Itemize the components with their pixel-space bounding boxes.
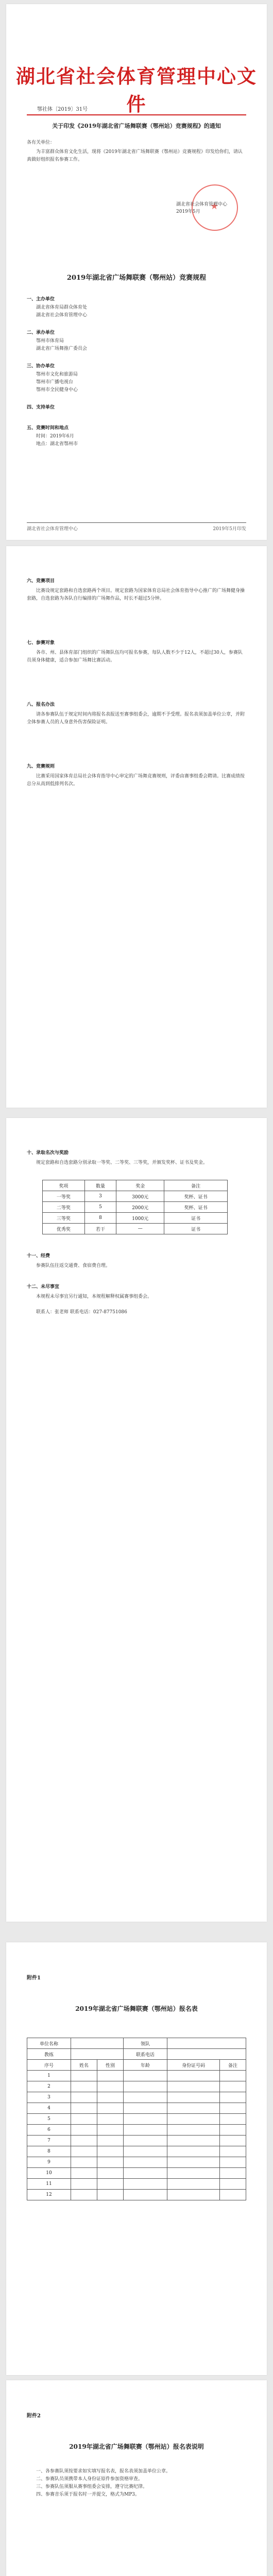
table-cell (123, 2157, 167, 2168)
instruction-item: 四、参赛音乐须于报名时一并提交，格式为MP3。 (36, 2492, 140, 2497)
table-cell (71, 2168, 97, 2179)
table-row (27, 2179, 246, 2190)
table-cell: 6 (27, 2125, 71, 2136)
table-cell: 10 (27, 2168, 71, 2179)
table-cell (97, 2146, 123, 2157)
table-row (27, 2092, 246, 2103)
table-cell (219, 2103, 246, 2114)
page-footer (27, 522, 246, 532)
table-cell (219, 2146, 246, 2157)
participants-paragraph: 各市、州、县体育部门组织的广场舞队伍均可报名参赛，每队人数不少于12人，不超过30人，参赛队员须身体健康，适合参加广场舞比赛活动。 (27, 650, 243, 663)
table-row (27, 2103, 246, 2114)
list-item: 鄂州市全民健身中心 (36, 387, 78, 393)
table-row (27, 2125, 246, 2136)
table-cell (219, 2071, 246, 2081)
awards-paragraph: 规定套路和自选套路分别录取一等奖、二等奖、三等奖，并颁发奖杯、证书及奖金。 (36, 1160, 208, 1165)
table-cell (167, 2049, 246, 2060)
table-cell: 联系电话 (123, 2049, 167, 2060)
table-row (27, 2049, 246, 2060)
instruction-item: 二、参赛队员须携带本人身份证原件参加资格审查。 (36, 2477, 143, 2482)
heading-support: 四、支持单位 (27, 405, 55, 410)
table-cell: 9 (27, 2157, 71, 2168)
list-item: 时间：2019年6月 (36, 434, 74, 439)
table-row (43, 1191, 228, 1202)
table-header: 性别 (97, 2060, 123, 2071)
table-cell (123, 2114, 167, 2125)
table-cell (167, 2190, 219, 2200)
heading-rules: 九、竞赛规则 (27, 764, 55, 769)
heading-events: 六、竞赛项目 (27, 579, 55, 584)
doc-number: 鄂社体〔2019〕31号 (37, 107, 88, 112)
organizer-list (36, 304, 246, 319)
table-cell (167, 2157, 219, 2168)
table-cell (167, 2081, 219, 2092)
table-header: 奖金 (116, 1180, 164, 1191)
table-cell: — (116, 1224, 164, 1234)
table-cell: 领队 (123, 2038, 167, 2049)
table-cell (167, 2038, 246, 2049)
heading-organizer: 一、主办单位 (27, 297, 55, 302)
table-cell (71, 2049, 123, 2060)
table-cell (71, 2081, 97, 2092)
table-cell: 3 (27, 2092, 71, 2103)
table-cell: 二等奖 (43, 1202, 85, 1213)
contact-line: 联系人：张老师 联系电话：027-87751086 (36, 1310, 127, 1315)
other-paragraph: 本规程未尽事宜另行通知，本规程解释权属赛事组委会。 (36, 1294, 152, 1299)
rules-title: 2019年湖北省广场舞联赛（鄂州站）竞赛规程 (66, 274, 207, 282)
table-cell (167, 2114, 219, 2125)
table-cell (71, 2125, 97, 2136)
document-page-5 (6, 2380, 267, 2576)
table-cell (219, 2179, 246, 2190)
table-cell (167, 2092, 219, 2103)
table-row (27, 2146, 246, 2157)
heading-participants: 七、参赛对象 (27, 640, 55, 646)
table-header: 身份证号码 (167, 2060, 219, 2071)
footer-org: 湖北省社会体育管理中心 (27, 527, 78, 532)
form-title: 2019年湖北省广场舞联赛（鄂州站）报名表 (75, 2005, 198, 2012)
table-cell: 8 (84, 1213, 116, 1224)
heading-time-place: 五、竞赛时间和地点 (27, 426, 69, 431)
table-cell (219, 2136, 246, 2146)
table-cell: 单位名称 (27, 2038, 71, 2049)
table-row (43, 1224, 228, 1234)
table-cell (167, 2146, 219, 2157)
prize-table (42, 1180, 228, 1234)
table-header: 序号 (27, 2060, 71, 2071)
table-cell (167, 2125, 219, 2136)
table-header: 备注 (219, 2060, 246, 2071)
funds-paragraph: 参赛队伍往返交通费、食宿费自理。 (36, 1263, 111, 1268)
table-cell (97, 2136, 123, 2146)
registration-form-table (27, 2038, 246, 2200)
table-cell (71, 2103, 97, 2114)
table-cell (219, 2157, 246, 2168)
table-cell (97, 2179, 123, 2190)
table-cell: 3 (84, 1191, 116, 1202)
table-cell (219, 2190, 246, 2200)
org-title: 湖北省社会体育管理中心文件 (16, 65, 257, 115)
table-row (27, 2071, 246, 2081)
table-cell (123, 2168, 167, 2179)
table-cell (71, 2071, 97, 2081)
registration-paragraph: 请各参赛队伍于规定时间内将报名表报送至赛事组委会，逾期不予受理。报名表须加盖单位公章，并附全体参赛人员的人身意外伤害保险证明。 (27, 712, 245, 725)
table-cell: 若干 (84, 1224, 116, 1234)
table-cell: 1 (27, 2071, 71, 2081)
table-cell (123, 2146, 167, 2157)
table-cell (167, 2179, 219, 2190)
table-row (27, 2157, 246, 2168)
instruction-item: 三、参赛队伍须服从赛事组委会安排，遵守比赛纪律。 (36, 2484, 148, 2489)
table-row (43, 1202, 228, 1213)
table-row (27, 2136, 246, 2146)
red-divider (27, 114, 246, 115)
table-cell: 证书 (164, 1213, 228, 1224)
instruction-list (27, 2468, 246, 2499)
host-list (36, 337, 246, 353)
list-item: 鄂州市体育局 (36, 338, 64, 344)
time-place-list (36, 433, 246, 448)
table-cell (123, 2136, 167, 2146)
table-cell (123, 2190, 167, 2200)
table-cell: 3000元 (116, 1191, 164, 1202)
form-title: 2019年湖北省广场舞联赛（鄂州站）报名表说明 (69, 2443, 204, 2450)
table-cell (71, 2146, 97, 2157)
instruction-item: 一、各参赛队须按要求如实填写报名表，报名表须加盖单位公章。 (36, 2469, 171, 2474)
table-header: 数量 (84, 1180, 116, 1191)
table-cell: 5 (84, 1202, 116, 1213)
sign-date: 2019年5月 (176, 209, 200, 214)
rules-paragraph: 比赛采用国家体育总局社会体育指导中心审定的广场舞竞赛规则，评委由赛事组委会聘请。比赛成绩按总分从高到低排列名次。 (27, 774, 245, 787)
table-cell: 2 (27, 2081, 71, 2092)
table-cell (219, 2168, 246, 2179)
table-cell (123, 2071, 167, 2081)
table-cell: 优秀奖 (43, 1224, 85, 1234)
table-cell: 奖杯、证书 (164, 1191, 228, 1202)
notice-title: 关于印发《2019年湖北省广场舞联赛（鄂州站）竞赛规程》的通知 (52, 123, 221, 129)
table-cell (97, 2081, 123, 2092)
table-cell: 三等奖 (43, 1213, 85, 1224)
table-cell: 证书 (164, 1224, 228, 1234)
table-cell (123, 2092, 167, 2103)
table-cell (71, 2157, 97, 2168)
heading-funds: 十一、经费 (27, 1253, 50, 1259)
table-cell (167, 2168, 219, 2179)
table-header: 姓名 (71, 2060, 97, 2071)
table-cell (219, 2081, 246, 2092)
heading-cohost: 三、协办单位 (27, 364, 55, 369)
table-cell (167, 2071, 219, 2081)
list-item: 湖北省社会体育管理中心 (36, 313, 88, 318)
document-page-1 (6, 4, 267, 540)
table-cell (71, 2114, 97, 2125)
sign-block (176, 201, 227, 215)
form-body (27, 2071, 246, 2200)
attachment-label: 附件2 (27, 2413, 41, 2419)
table-cell (219, 2125, 246, 2136)
cohost-list (36, 371, 246, 394)
table-cell: 教练 (27, 2049, 71, 2060)
table-cell: 12 (27, 2190, 71, 2200)
table-header: 年龄 (123, 2060, 167, 2071)
attachment-label: 附件1 (27, 1975, 41, 1981)
document-page-2 (6, 546, 267, 1108)
heading-other: 十二、未尽事宜 (27, 1284, 60, 1290)
table-cell (219, 2092, 246, 2103)
table-cell (123, 2103, 167, 2114)
table-cell: 2000元 (116, 1202, 164, 1213)
table-cell (167, 2136, 219, 2146)
table-row (27, 2190, 246, 2200)
heading-registration: 八、报名办法 (27, 702, 55, 707)
table-row (27, 2168, 246, 2179)
table-header-row (43, 1180, 228, 1191)
salutation: 各有关单位： (27, 140, 55, 145)
table-cell: 4 (27, 2103, 71, 2114)
table-cell: 8 (27, 2146, 71, 2157)
table-cell: 7 (27, 2136, 71, 2146)
heading-awards: 十、录取名次与奖励 (27, 1150, 69, 1156)
table-cell (97, 2103, 123, 2114)
table-cell (97, 2190, 123, 2200)
table-cell (123, 2179, 167, 2190)
table-cell (71, 2038, 123, 2049)
table-cell (71, 2179, 97, 2190)
table-cell (97, 2157, 123, 2168)
table-cell (123, 2125, 167, 2136)
list-item: 地点：湖北省鄂州市 (36, 442, 78, 447)
table-cell (71, 2190, 97, 2200)
table-header: 奖项 (43, 1180, 85, 1191)
table-cell (71, 2092, 97, 2103)
list-item: 鄂州市文化和旅游局 (36, 372, 78, 377)
table-header: 备注 (164, 1180, 228, 1191)
list-item: 湖北省体育局群众体育处 (36, 305, 88, 310)
document-page-4 (6, 1942, 267, 2375)
table-cell: 一等奖 (43, 1191, 85, 1202)
table-cell (97, 2071, 123, 2081)
table-cell (97, 2092, 123, 2103)
table-row (43, 1213, 228, 1224)
table-row (27, 2114, 246, 2125)
table-cell: 1000元 (116, 1213, 164, 1224)
table-cell: 奖杯、证书 (164, 1202, 228, 1213)
table-header-row (27, 2060, 246, 2071)
table-cell (167, 2103, 219, 2114)
table-cell (71, 2136, 97, 2146)
document-page-3 (6, 1118, 267, 1922)
notice-body: 为丰富群众体育文化生活，现将《2019年湖北省广场舞联赛（鄂州站）竞赛规程》印发给你们，请认真做好组织报名参赛工作。 (27, 149, 243, 162)
table-row (27, 2081, 246, 2092)
table-cell (97, 2114, 123, 2125)
table-row (27, 2038, 246, 2049)
footer-date: 2019年5月印发 (213, 527, 246, 532)
table-cell (97, 2168, 123, 2179)
table-cell: 5 (27, 2114, 71, 2125)
table-cell (97, 2125, 123, 2136)
table-cell (123, 2081, 167, 2092)
heading-host: 二、承办单位 (27, 330, 55, 335)
sign-org: 湖北省社会体育管理中心 (176, 202, 228, 207)
events-paragraph: 比赛设规定套路和自选套路两个项目。规定套路为国家体育总局社会体育指导中心推广的广场舞健身操套路，自选套路为各队自行编排的广场舞作品，时长不超过5分钟。 (27, 588, 245, 601)
table-cell: 11 (27, 2179, 71, 2190)
list-item: 湖北省广场舞推广委员会 (36, 346, 88, 351)
list-item: 鄂州市广播电视台 (36, 380, 74, 385)
table-cell (219, 2114, 246, 2125)
